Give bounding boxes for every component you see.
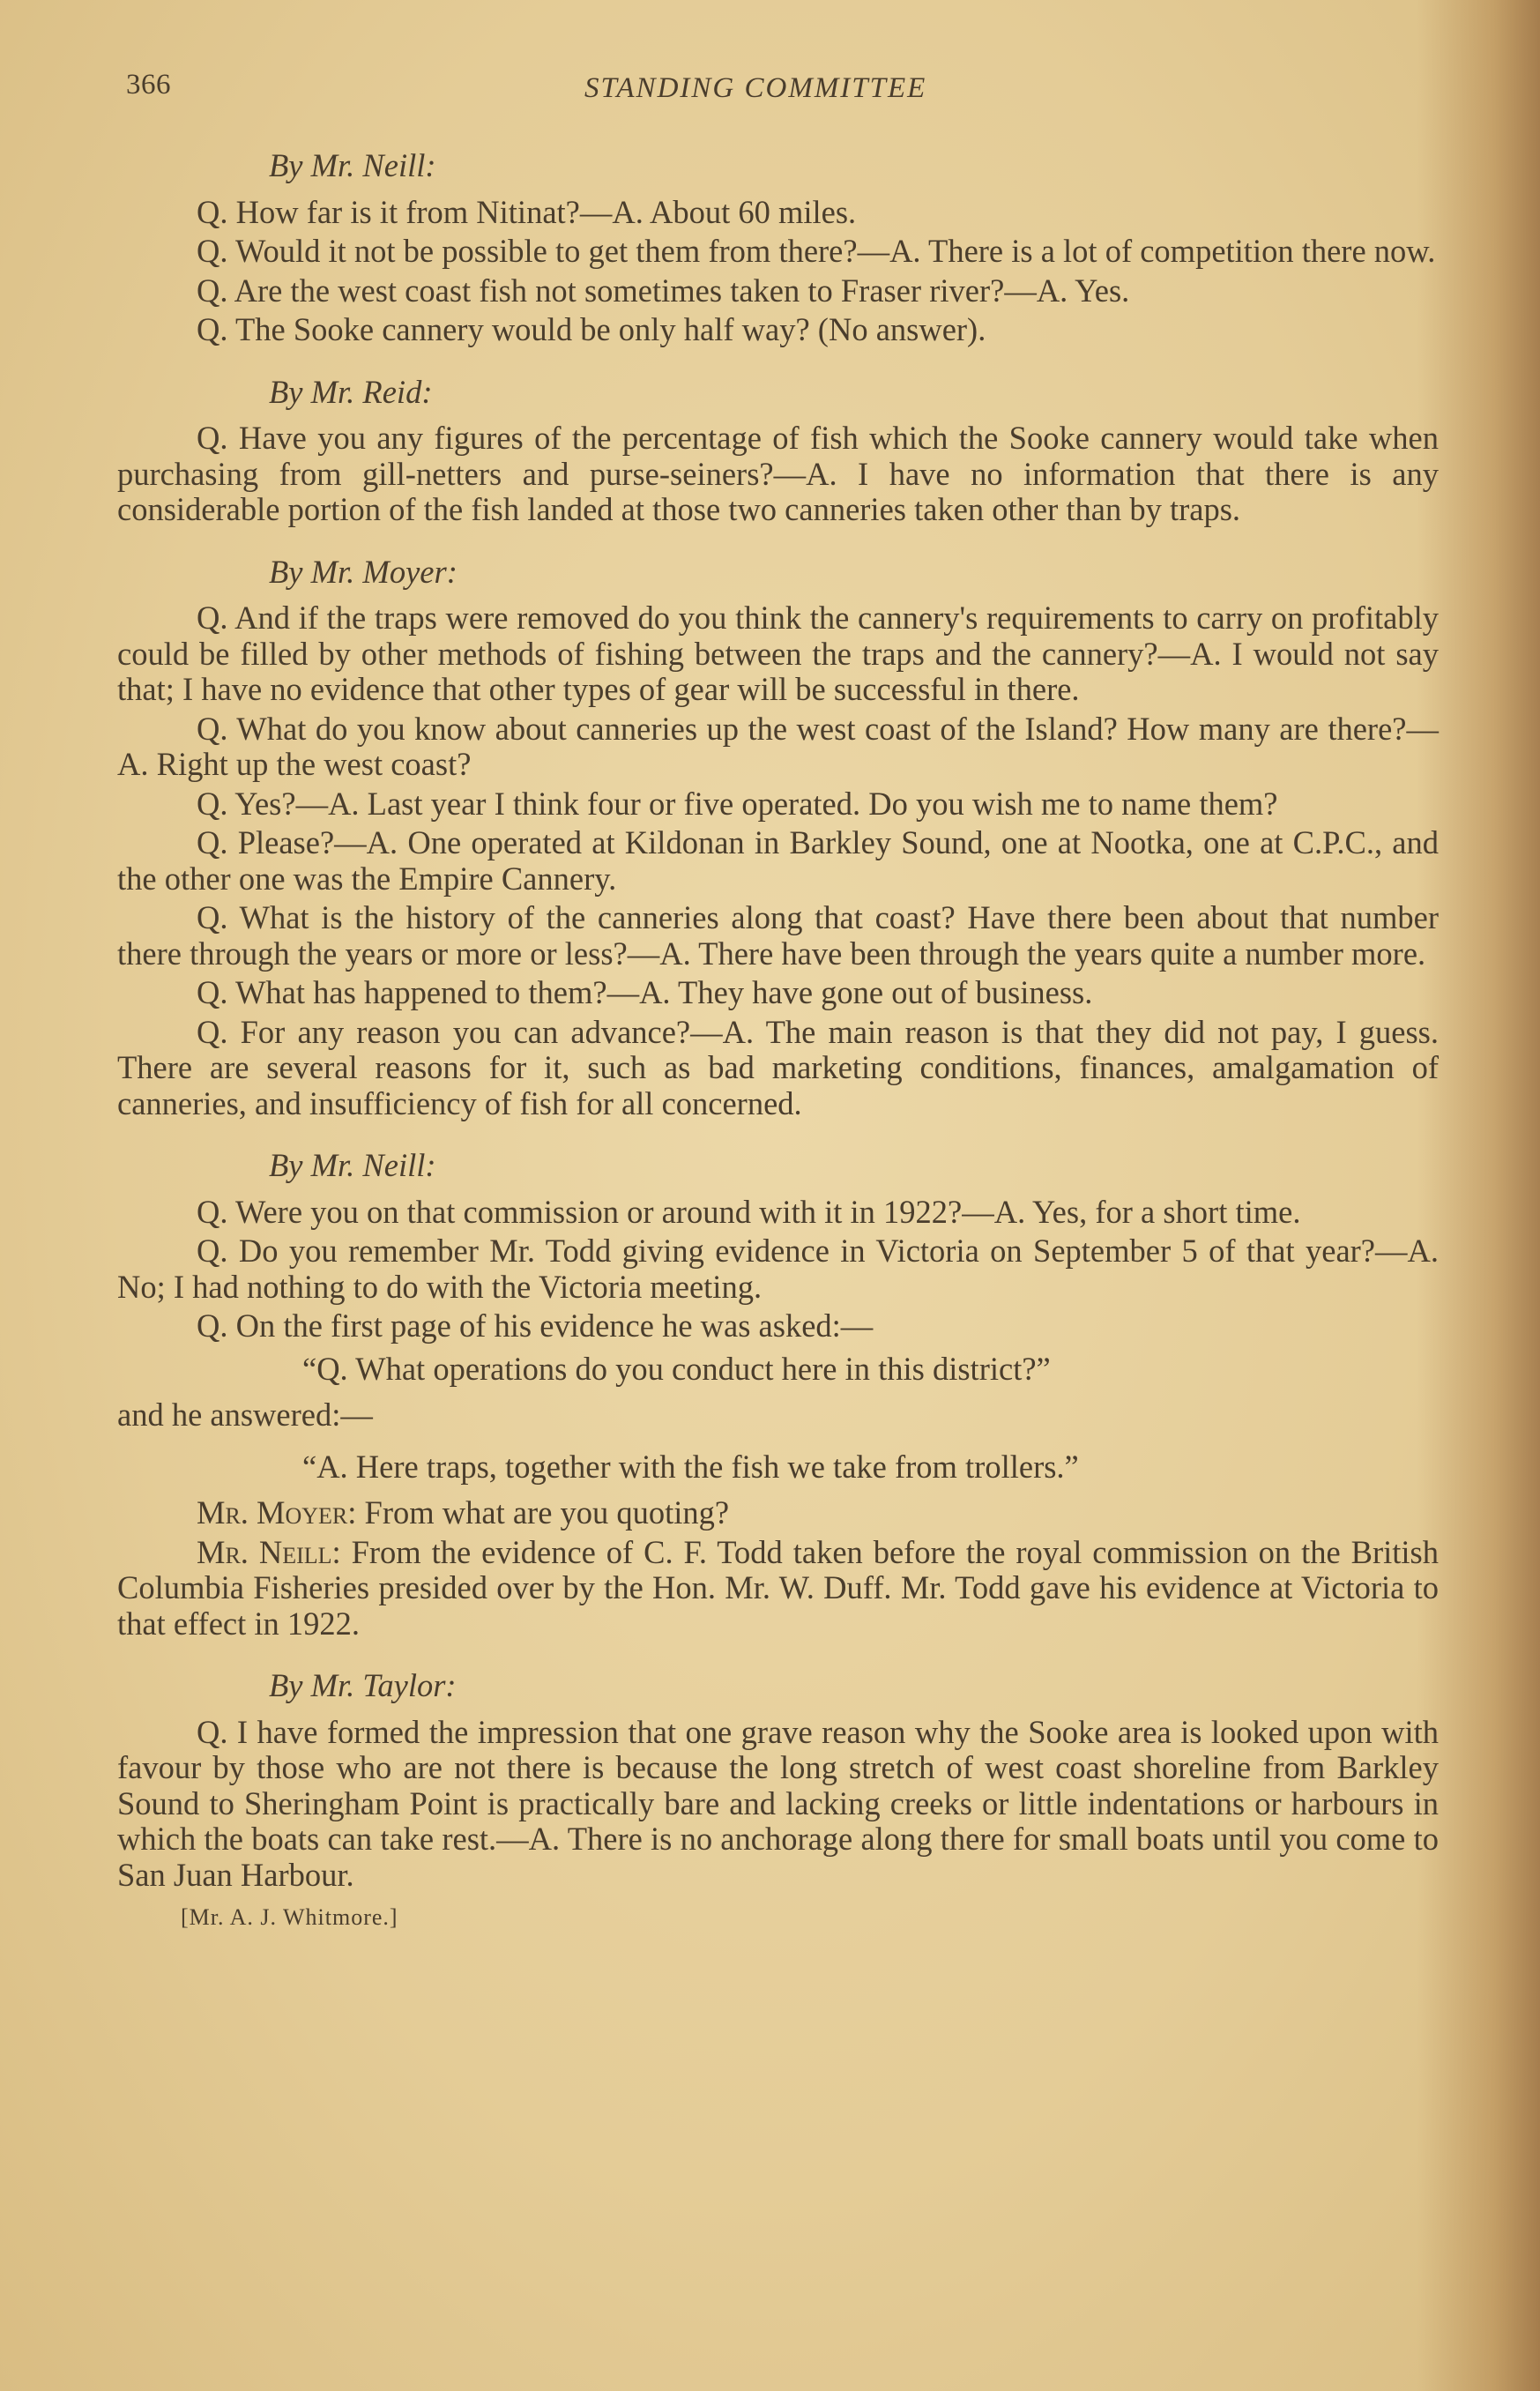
exchange-paragraph: [117, 1495, 1439, 1531]
speaker-heading: By Mr. Neill:: [269, 1147, 436, 1183]
narrative-line: and he answered:—: [117, 1397, 373, 1433]
testimony-paragraph: Q. I have formed the impression that one grave reason why the Sooke area is looked upon with favour by those who are not there is because the long stretch of west coast shoreline from Barkley Sound to Sheringham Point is practically bare and lacking creeks or little indentations or harbours in which the boats can take rest.—A. There is no anchorage along there for small boats until you come to San Juan Harbour.: [117, 1713, 1439, 1893]
exchange-speaker-name: Mr. Moyer:: [197, 1494, 357, 1531]
testimony-paragraph: Q. Would it not be possible to get them from there?—A. There is a lot of competition there now.: [197, 233, 1436, 269]
running-head: STANDING COMMITTEE: [584, 72, 927, 104]
section-gap: [117, 532, 1439, 555]
section-gap: [117, 352, 1439, 375]
quoted-answer: “A. Here traps, together with the fish we take from trollers.”: [302, 1448, 1079, 1485]
testimony-paragraph: Q. What is the history of the canneries along that coast? Have there been about that number there through the years or more or less?—A. There have been through the years quite a number more.: [117, 899, 1439, 972]
exchange-text: From the evidence of C. F. Todd taken before the royal commission on the British Columbia Fisheries presided over by the Hon. Mr. W. Duff. Mr. Todd gave his evidence at Victoria to that effect in 1922.: [117, 1533, 1439, 1642]
testimony-paragraph: Q. And if the traps were removed do you think the cannery's requirements to carry on profitably could be filled by other methods of fishing between the traps and the cannery?—A. I would not say that; I have no evidence that other types of gear will be successful in there.: [117, 600, 1439, 707]
testimony-paragraph: Q. What do you know about canneries up the west coast of the Island? How many are there?—A. Right up the west coast?: [117, 710, 1439, 782]
testimony-paragraph: Q. The Sooke cannery would be only half way? (No answer).: [197, 311, 986, 347]
speaker-heading: By Mr. Moyer:: [269, 553, 458, 590]
testimony-paragraph: Q. What has happened to them?—A. They have gone out of business.: [197, 974, 1093, 1010]
section-gap: [117, 1125, 1439, 1148]
testimony-paragraph: Q. For any reason you can advance?—A. The main reason is that they did not pay, I guess. There are several reasons for it, such as bad marketing conditions, finances, amalgamation of canneries, and insufficiency of fish for all concerned.: [117, 1013, 1439, 1121]
page-header: [117, 60, 1439, 113]
section-gap: [117, 1645, 1439, 1668]
speaker-heading: By Mr. Reid:: [269, 373, 433, 410]
testimony-paragraph: Q. Please?—A. One operated at Kildonan in Barkley Sound, one at Nootka, one at C.P.C., and the other one was the Empire Cannery.: [117, 824, 1439, 897]
exchange-paragraph: [117, 1535, 1439, 1642]
testimony-paragraph: Q. Are the west coast fish not sometimes taken to Fraser river?—A. Yes.: [197, 272, 1130, 309]
exchange-text: From what are you quoting?: [356, 1494, 730, 1531]
testimony-paragraph: Q. How far is it from Nitinat?—A. About 60 miles.: [197, 193, 857, 230]
page-body: [117, 148, 1439, 1936]
speaker-heading: By Mr. Neill:: [269, 147, 436, 183]
page-number: 366: [126, 69, 171, 101]
testimony-paragraph: Q. Yes?—A. Last year I think four or five operated. Do you wish me to name them?: [197, 785, 1278, 822]
testimony-paragraph: Q. On the first page of his evidence he was asked:—: [197, 1307, 874, 1344]
exchange-speaker-name: Mr. Neill:: [197, 1533, 341, 1570]
witness-footer: [Mr. A. J. Whitmore.]: [181, 1904, 398, 1930]
testimony-paragraph: Q. Do you remember Mr. Todd giving evidence in Victoria on September 5 of that year?—A. No; I had nothing to do with the Victoria meeting.: [117, 1233, 1439, 1305]
speaker-heading: By Mr. Taylor:: [269, 1667, 457, 1703]
testimony-paragraph: Q. Have you any figures of the percentage of fish which the Sooke cannery would take when purchasing from gill-netters and purse-seiners?—A. I have no information that there is any considerable portion of the fish landed at those two canneries taken other than by traps.: [117, 420, 1439, 527]
testimony-paragraph: Q. Were you on that commission or around with it in 1922?—A. Yes, for a short time.: [197, 1193, 1301, 1230]
quoted-question: “Q. What operations do you conduct here in this district?”: [302, 1350, 1051, 1387]
